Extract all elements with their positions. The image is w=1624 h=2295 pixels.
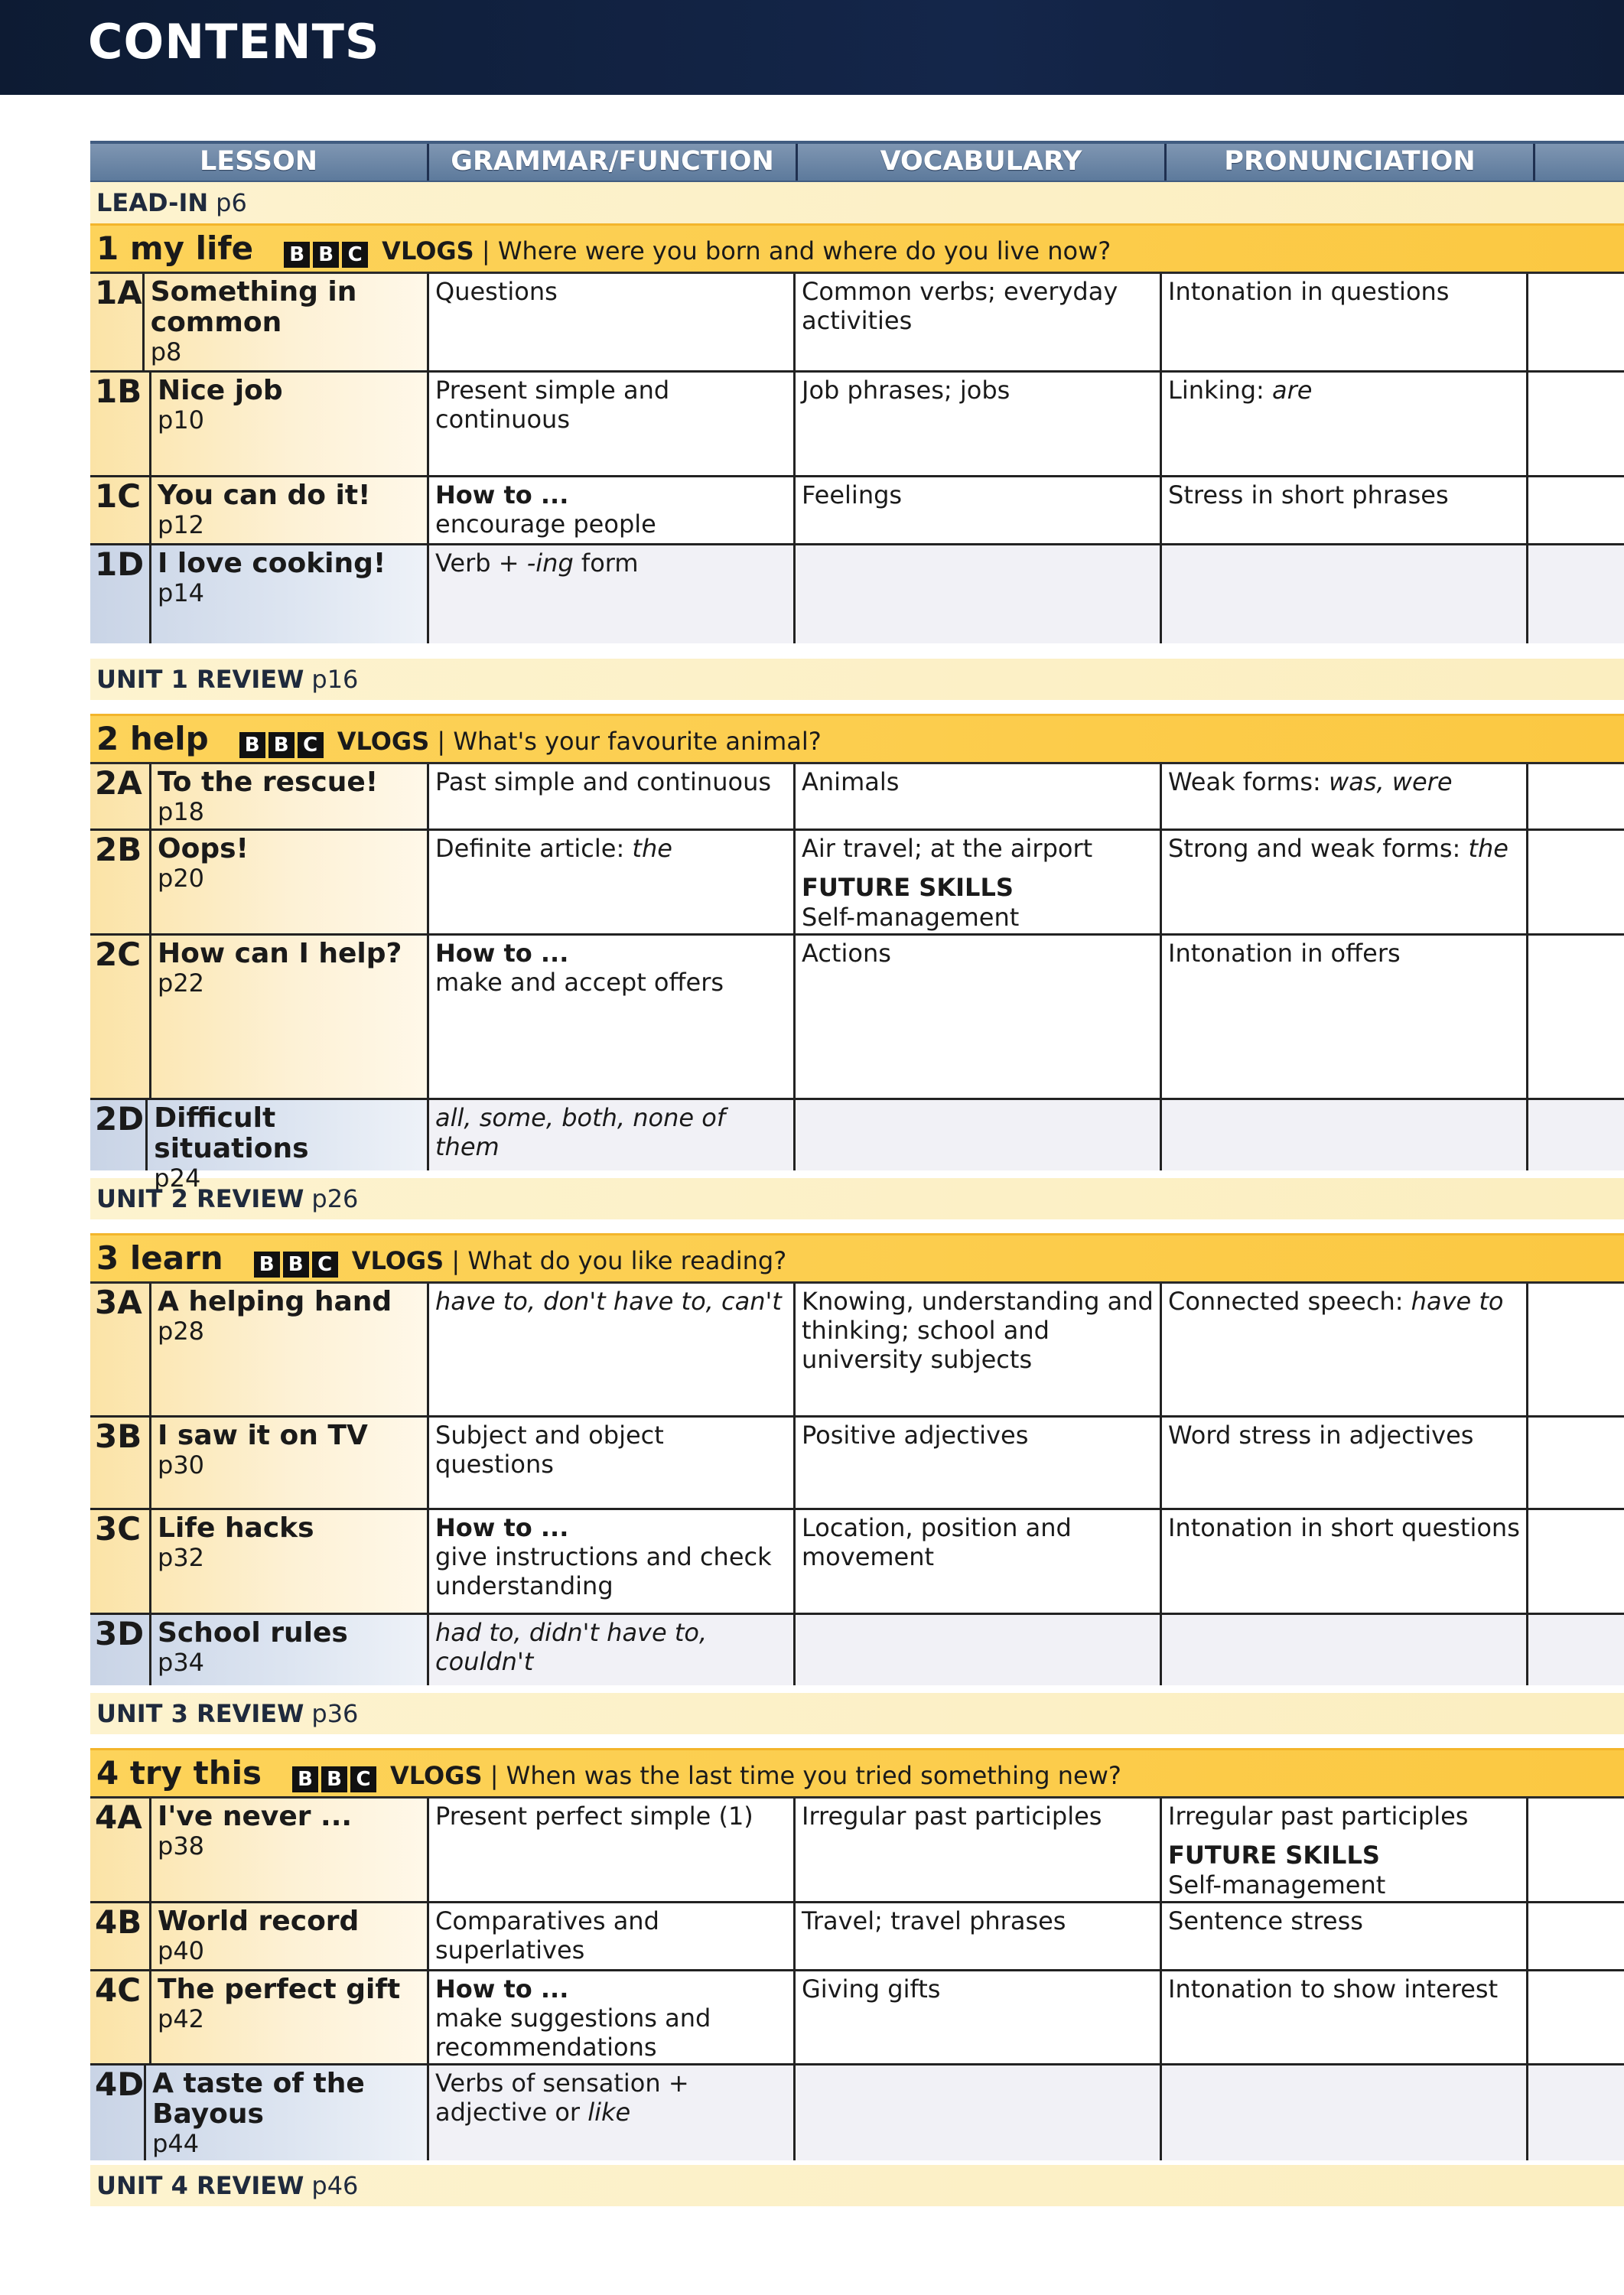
vlogs-question: | What do you like reading? (444, 1246, 787, 1275)
lesson-cell (90, 1615, 429, 1685)
vocabulary-cell: Feelings (796, 477, 1162, 543)
pronunciation-cell (1162, 1100, 1528, 1170)
unit-title: 3 learn (96, 1239, 223, 1277)
lesson-cell (90, 2066, 429, 2160)
lesson-cell (90, 831, 429, 933)
lesson-title: Life hacks (158, 1512, 314, 1544)
extra-cell (1528, 545, 1624, 643)
lesson-row (90, 477, 1624, 545)
lesson-code: 3D (90, 1615, 151, 1685)
pronunciation-cell (1162, 545, 1528, 643)
lesson-row (90, 1615, 1624, 1685)
pronunciation-cell: Stress in short phrases (1162, 477, 1528, 543)
vlogs-label: VLOGS (337, 727, 430, 756)
lesson-title: Something in common (150, 276, 357, 338)
lesson-row (90, 545, 1624, 643)
grammar-cell: Definite article: the (429, 831, 796, 933)
extra-cell (1528, 1971, 1624, 2063)
review-label: UNIT 3 REVIEW (96, 1699, 304, 1728)
lesson-row (90, 274, 1624, 373)
extra-cell (1528, 2066, 1624, 2160)
lesson-page: p10 (158, 405, 205, 435)
lesson-code: 1D (90, 545, 151, 643)
grammar-cell: had to, didn't have to, couldn't (429, 1615, 796, 1685)
pronunciation-cell: Weak forms: was, were (1162, 764, 1528, 828)
vocabulary-cell: Job phrases; jobs (796, 373, 1162, 475)
lesson-code: 2D (90, 1100, 148, 1170)
lesson-page: p38 (158, 1831, 205, 1860)
pronunciation-cell: Intonation in offers (1162, 936, 1528, 1098)
vocabulary-cell: Knowing, understanding and thinking; school and university subjects (796, 1284, 1162, 1415)
vocabulary-cell (796, 1615, 1162, 1685)
lesson-row (90, 1971, 1624, 2066)
lesson-code: 3C (90, 1510, 151, 1613)
grammar-cell: all, some, both, none of them (429, 1100, 796, 1170)
lesson-cell (90, 477, 429, 543)
vocabulary-cell: Common verbs; everyday activities (796, 274, 1162, 370)
lesson-code: 1C (90, 477, 151, 543)
extra-cell (1528, 1615, 1624, 1685)
lesson-code: 1B (90, 373, 151, 475)
lesson-code: 4B (90, 1903, 151, 1969)
column-header-vocabulary: VOCABULARY (798, 144, 1167, 181)
unit-review-row (90, 1178, 1624, 1219)
unit-review-row (90, 2165, 1624, 2206)
lesson-code: 4C (90, 1971, 151, 2063)
lesson-title: I love cooking! (158, 548, 386, 579)
pronunciation-cell (1162, 2066, 1528, 2160)
lesson-cell (90, 936, 429, 1098)
lesson-code: 2B (90, 831, 151, 933)
vlogs-label: VLOGS (390, 1761, 483, 1790)
column-header-grammar: GRAMMAR/FUNCTION (429, 144, 798, 181)
pronunciation-cell: Intonation in questions (1162, 274, 1528, 370)
lesson-row (90, 1799, 1624, 1903)
lesson-page: p40 (158, 1936, 205, 1965)
extra-cell (1528, 936, 1624, 1098)
vocabulary-cell: Actions (796, 936, 1162, 1098)
lesson-row (90, 1100, 1624, 1170)
extra-cell (1528, 373, 1624, 475)
lesson-cell (90, 1284, 429, 1415)
lesson-code: 4A (90, 1799, 151, 1901)
lesson-title: I've never ... (158, 1801, 353, 1832)
grammar-cell: Questions (429, 274, 796, 370)
page-title: CONTENTS (88, 14, 380, 70)
extra-cell (1528, 1100, 1624, 1170)
lesson-code: 4D (90, 2066, 146, 2160)
grammar-cell: Subject and object questions (429, 1418, 796, 1508)
lesson-cell (90, 1418, 429, 1508)
lesson-title: I saw it on TV (158, 1420, 368, 1451)
lesson-page: p18 (158, 797, 205, 826)
lesson-code: 1A (90, 274, 145, 370)
unit-header (90, 1748, 1624, 1799)
column-header-extra (1535, 144, 1624, 181)
lesson-row (90, 764, 1624, 831)
lesson-page: p44 (152, 2129, 200, 2158)
lesson-row (90, 1284, 1624, 1418)
unit-title: 4 try this (96, 1754, 262, 1792)
lesson-cell (90, 1510, 429, 1613)
lesson-page: p14 (158, 578, 205, 607)
lesson-title: World record (158, 1906, 360, 1937)
lesson-page: p20 (158, 864, 205, 893)
lesson-page: p30 (158, 1450, 205, 1480)
lesson-title: Oops! (158, 833, 249, 864)
lesson-title: Nice job (158, 375, 283, 406)
pronunciation-cell: Word stress in adjectives (1162, 1418, 1528, 1508)
lesson-page: p12 (158, 510, 205, 539)
vocabulary-cell: Location, position and movement (796, 1510, 1162, 1613)
extra-cell (1528, 274, 1624, 370)
unit-header (90, 1233, 1624, 1284)
pronunciation-cell: Intonation in short questions (1162, 1510, 1528, 1613)
lesson-cell (90, 1100, 429, 1170)
grammar-cell: Past simple and continuous (429, 764, 796, 828)
unit-header (90, 223, 1624, 274)
extra-cell (1528, 1799, 1624, 1901)
vocabulary-cell: Giving gifts (796, 1971, 1162, 2063)
lesson-row (90, 936, 1624, 1100)
lesson-cell (90, 1971, 429, 2063)
pronunciation-cell: Connected speech: have to (1162, 1284, 1528, 1415)
bbc-logo: B B C (284, 230, 371, 275)
lesson-page: p42 (158, 2004, 205, 2033)
vocabulary-cell: Air travel; at the airport FUTURE SKILLS Self-management (796, 831, 1162, 933)
lesson-title: A helping hand (158, 1286, 392, 1317)
lesson-page: p8 (150, 337, 182, 366)
unit-header (90, 714, 1624, 764)
lesson-code: 2A (90, 764, 151, 828)
lesson-row (90, 1903, 1624, 1971)
grammar-cell: Present simple and continuous (429, 373, 796, 475)
contents-table (90, 141, 1624, 2206)
lesson-row (90, 1510, 1624, 1615)
pronunciation-cell (1162, 1615, 1528, 1685)
review-label: UNIT 2 REVIEW (96, 1184, 304, 1213)
grammar-cell: Comparatives and superlatives (429, 1903, 796, 1969)
grammar-cell: Verb + -ing form (429, 545, 796, 643)
grammar-cell: How to ... encourage people (429, 477, 796, 543)
future-skills-label: FUTURE SKILLS (802, 873, 1014, 902)
lesson-title: A taste of the Bayous (152, 2068, 365, 2130)
future-skills-label: FUTURE SKILLS (1168, 1841, 1380, 1870)
pronunciation-cell: Intonation to show interest (1162, 1971, 1528, 2063)
pronunciation-cell: Irregular past participles FUTURE SKILLS Self-management (1162, 1799, 1528, 1901)
column-header-lesson: LESSON (90, 144, 429, 181)
page-header-bar (0, 0, 1624, 95)
review-page: p36 (311, 1699, 359, 1728)
lesson-code: 2C (90, 936, 151, 1098)
extra-cell (1528, 1284, 1624, 1415)
grammar-cell: How to ... make and accept offers (429, 936, 796, 1098)
vlogs-label: VLOGS (382, 236, 474, 265)
bbc-logo: B B C (239, 720, 327, 766)
unit-title: 2 help (96, 720, 209, 757)
extra-cell (1528, 1418, 1624, 1508)
lesson-page: p22 (158, 968, 205, 998)
pronunciation-cell: Linking: are (1162, 373, 1528, 475)
review-label: UNIT 4 REVIEW (96, 2171, 304, 2200)
grammar-cell: How to ... give instructions and check understanding (429, 1510, 796, 1613)
lesson-row (90, 831, 1624, 936)
grammar-cell: How to ... make suggestions and recommendations (429, 1971, 796, 2063)
vlogs-label: VLOGS (351, 1246, 444, 1275)
lesson-cell (90, 1799, 429, 1901)
unit-title: 1 my life (96, 230, 254, 267)
lesson-code: 3A (90, 1284, 151, 1415)
vocabulary-cell (796, 545, 1162, 643)
lesson-title: School rules (158, 1617, 348, 1649)
lead-in-row (90, 182, 1624, 223)
grammar-cell: Present perfect simple (1) (429, 1799, 796, 1901)
vocabulary-cell: Positive adjectives (796, 1418, 1162, 1508)
bbc-logo: B B C (254, 1239, 341, 1285)
vlogs-question: | What's your favourite animal? (429, 727, 822, 756)
extra-cell (1528, 1903, 1624, 1969)
vlogs-question: | Where were you born and where do you live now? (474, 236, 1111, 265)
lesson-title: To the rescue! (158, 767, 379, 798)
review-page: p16 (311, 665, 359, 694)
extra-cell (1528, 1510, 1624, 1613)
bbc-logo: B B C (292, 1754, 379, 1800)
vocabulary-cell: Irregular past participles (796, 1799, 1162, 1901)
lesson-row (90, 2066, 1624, 2160)
column-header-pronunciation: PRONUNCIATION (1167, 144, 1535, 181)
lesson-title: Difficult situations (154, 1102, 309, 1164)
vocabulary-cell (796, 2066, 1162, 2160)
lesson-cell (90, 373, 429, 475)
column-header-row (90, 141, 1624, 182)
lesson-title: You can do it! (158, 480, 371, 511)
extra-cell (1528, 831, 1624, 933)
lesson-title: How can I help? (158, 938, 402, 969)
extra-cell (1528, 477, 1624, 543)
lesson-cell (90, 545, 429, 643)
lead-in-label: LEAD-IN (96, 188, 209, 217)
lesson-cell (90, 764, 429, 828)
lesson-cell (90, 274, 429, 370)
lesson-code: 3B (90, 1418, 151, 1508)
lesson-row (90, 1418, 1624, 1510)
extra-cell (1528, 764, 1624, 828)
lesson-title: The perfect gift (158, 1974, 401, 2005)
review-label: UNIT 1 REVIEW (96, 665, 304, 694)
lesson-cell (90, 1903, 429, 1969)
pronunciation-cell: Sentence stress (1162, 1903, 1528, 1969)
lead-in-page: p6 (216, 188, 247, 217)
lesson-page: p28 (158, 1317, 205, 1346)
review-page: p26 (311, 1184, 359, 1213)
lesson-page: p34 (158, 1648, 205, 1677)
review-page: p46 (311, 2171, 359, 2200)
vocabulary-cell (796, 1100, 1162, 1170)
lesson-page: p32 (158, 1543, 205, 1572)
grammar-cell: have to, don't have to, can't (429, 1284, 796, 1415)
unit-review-row (90, 1693, 1624, 1734)
pronunciation-cell: Strong and weak forms: the (1162, 831, 1528, 933)
vocabulary-cell: Animals (796, 764, 1162, 828)
vlogs-question: | When was the last time you tried something new? (482, 1761, 1121, 1790)
unit-review-row (90, 659, 1624, 700)
grammar-cell: Verbs of sensation + adjective or like (429, 2066, 796, 2160)
lesson-row (90, 373, 1624, 477)
vocabulary-cell: Travel; travel phrases (796, 1903, 1162, 1969)
